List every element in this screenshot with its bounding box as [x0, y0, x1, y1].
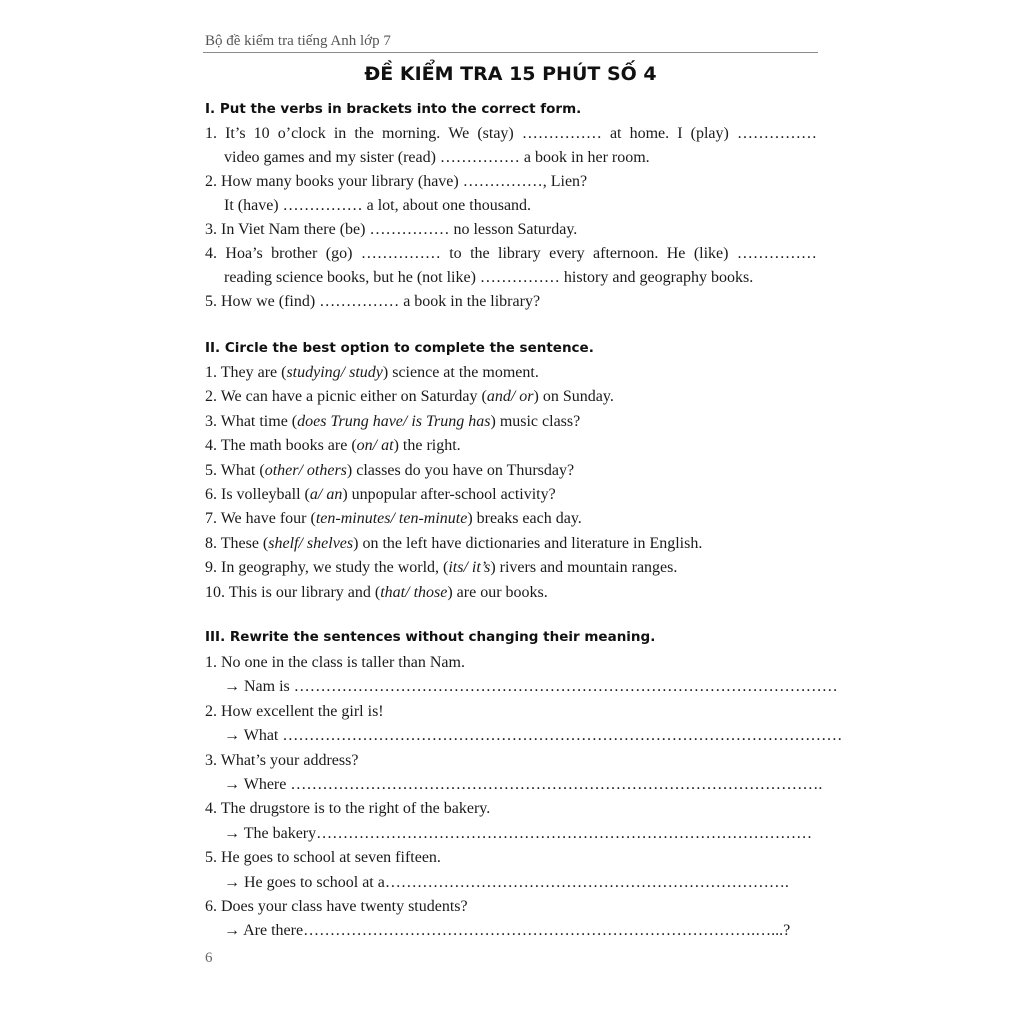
s2-item-opt: other/ others: [264, 461, 347, 479]
page-title: ĐỀ KIỂM TRA 15 PHÚT SỐ 4: [364, 63, 657, 85]
s3-answer-line: → What ……………………………………………………………………………………………: [224, 727, 843, 745]
s3-question-line: 6. Does your class have twenty students?: [205, 898, 468, 915]
s3-question-line: 2. How excellent the girl is!: [205, 702, 384, 720]
word: morning.: [382, 125, 441, 142]
s2-item-post: ) on the left have dictionaries and literature in English.: [353, 534, 703, 552]
word: home.: [629, 125, 670, 142]
word: afternoon.: [593, 245, 659, 262]
word: ……………: [521, 125, 602, 142]
word: He: [666, 245, 686, 262]
s2-item-pre: 6. Is volleyball (: [205, 486, 310, 503]
word: to: [449, 245, 462, 262]
word: at: [609, 125, 622, 142]
s2-item-pre: 4. The math books are (: [205, 437, 357, 455]
s2-item-opt: does Trung have/ is Trung has: [297, 412, 491, 430]
s1-q1-line-b: video games and my sister (read) …………… a book in her room.: [224, 149, 650, 166]
word: (like): [693, 245, 729, 262]
s2-item-post: ) unpopular after-school activity?: [342, 486, 556, 503]
word: every: [549, 245, 585, 262]
s2-item: [205, 485, 817, 505]
s3-question-line: 3. What’s your address?: [205, 751, 359, 769]
section-2-heading: II. Circle the best option to complete the sentence.: [205, 340, 594, 356]
s1-q1-line-a: [205, 124, 817, 144]
s2-item-post: ) classes do you have on Thursday?: [346, 461, 575, 479]
section-3-heading: III. Rewrite the sentences without changing their meaning.: [205, 629, 656, 645]
running-header: Bộ đề kiểm tra tiếng Anh lớp 7: [205, 33, 391, 49]
word: o’clock: [277, 125, 326, 142]
word: (play): [690, 125, 729, 142]
word: brother: [271, 245, 318, 262]
s2-item-opt: its/ it’s: [448, 559, 491, 577]
s2-item: [205, 461, 817, 481]
word: I: [677, 125, 683, 142]
s3-answer-line: → Nam is …………………………………………………………………………………………: [224, 678, 838, 696]
s2-item-post: ) music class?: [490, 412, 581, 430]
s2-item-pre: 5. What (: [205, 461, 265, 479]
s1-q2-line-b: It (have) …………… a lot, about one thousand.: [224, 197, 532, 214]
s2-item: [205, 509, 817, 529]
s2-item-post: ) the right.: [393, 437, 461, 455]
s2-item: [205, 412, 817, 432]
s3-answer-line: → Are there………………………………………………………………………….…...?: [224, 922, 791, 940]
word: 10: [253, 125, 270, 142]
word: ……………: [736, 125, 817, 142]
s1-q2-line-a: 2. How many books your library (have) ……………, Lien?: [205, 173, 588, 190]
word: ……………: [736, 245, 817, 262]
s2-item-opt: shelf/ shelves: [268, 534, 354, 552]
header-rule: [203, 52, 818, 53]
word: It’s: [225, 125, 246, 142]
s2-item-opt: and/ or: [486, 388, 534, 406]
s3-question-line: 1. No one in the class is taller than Nam.: [205, 654, 465, 671]
s3-answer-line: → He goes to school at a………………………………………………………………….: [224, 873, 789, 891]
s1-q3-line: 3. In Viet Nam there (be) …………… no lesson Saturday.: [205, 221, 578, 238]
word: 1.: [205, 125, 217, 142]
section-1-heading: I. Put the verbs in brackets into the correct form.: [205, 101, 582, 117]
s2-item: [205, 387, 817, 407]
word: 4.: [205, 245, 217, 262]
s2-item-pre: 7. We have four (: [205, 510, 316, 528]
s2-item: [205, 558, 817, 578]
word: We: [448, 125, 470, 142]
s2-item-opt: a/ an: [309, 486, 343, 503]
s2-item-pre: 2. We can have a picnic either on Saturday (: [205, 388, 487, 406]
s3-question-line: 4. The drugstore is to the right of the bakery.: [205, 800, 491, 818]
s2-item-opt: on/ at: [356, 437, 394, 455]
s2-item-opt: ten-minutes/ ten-minute: [315, 510, 468, 528]
s2-item-post: ) breaks each day.: [467, 510, 582, 528]
s2-item: [205, 436, 817, 456]
s3-answer-line: → The bakery…………………………………………………………………………………: [224, 824, 813, 842]
s1-q5-line: 5. How we (find) …………… a book in the library?: [205, 293, 541, 310]
s2-item: [205, 583, 817, 603]
s2-item: [205, 363, 817, 383]
s2-item-post: ) on Sunday.: [533, 388, 614, 406]
word: (go): [325, 245, 353, 262]
s2-item-pre: 1. They are (: [205, 364, 287, 381]
s2-item: [205, 534, 817, 554]
s2-item-opt: that/ those: [380, 583, 448, 601]
s2-item-opt: studying/ study: [286, 364, 383, 381]
s1-q4-line-b: reading science books, but he (not like) …………… history and geography books.: [224, 269, 754, 286]
word: library: [498, 245, 541, 262]
s2-item-post: ) are our books.: [447, 583, 548, 601]
s2-item-pre: 9. In geography, we study the world, (: [205, 559, 449, 577]
word: the: [470, 245, 490, 262]
s1-q4-line-a: [205, 244, 817, 264]
word: Hoa’s: [225, 245, 263, 262]
s3-answer-line: → Where ……………………………………………………………………………………….: [224, 776, 823, 793]
page-number: 6: [205, 950, 213, 966]
s2-item-pre: 3. What time (: [205, 412, 298, 430]
word: ……………: [360, 245, 441, 262]
s3-question-line: 5. He goes to school at seven fifteen.: [205, 849, 441, 867]
s2-item-pre: 10. This is our library and (: [205, 583, 381, 601]
word: the: [354, 125, 374, 142]
word: in: [333, 125, 347, 142]
s2-item-post: ) science at the moment.: [382, 364, 539, 381]
word: (stay): [477, 125, 514, 142]
s2-item-pre: 8. These (: [205, 534, 269, 552]
s2-item-post: ) rivers and mountain ranges.: [490, 559, 678, 577]
